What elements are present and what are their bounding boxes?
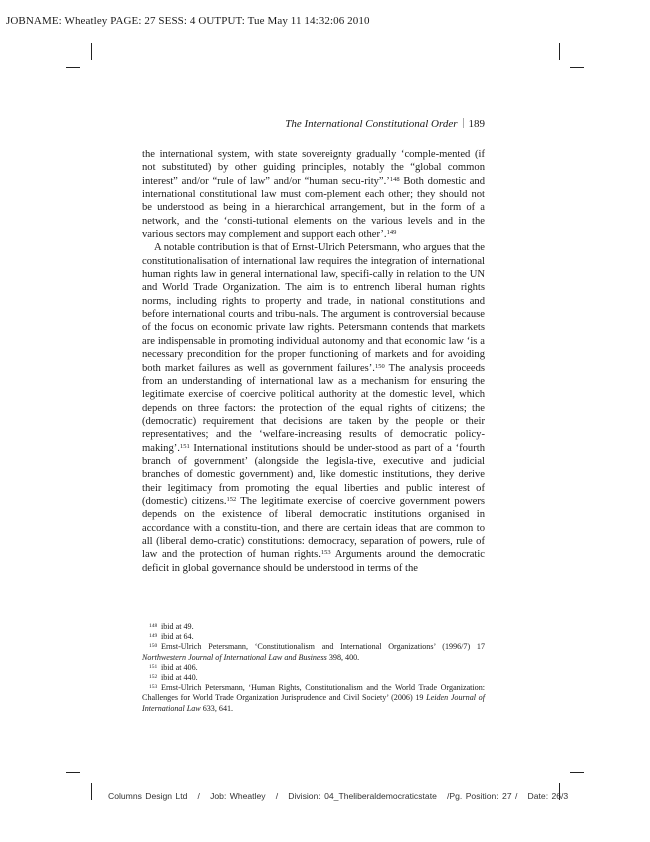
crop-mark: [570, 772, 584, 773]
production-footer: Columns Design Ltd / Job: Wheatley / Division: 04_Theliberaldemocraticstate /Pg. Position: 27 / Date: 26/3: [108, 791, 569, 801]
footnote-151: [142, 663, 485, 673]
paragraph-text: A notable contribution is that of Ernst-Ulrich Petersmann, who argues that the constitutionalisation of international law requires the integration of international human rights law in general international law, specifi-cally in relation to the UN and World Trade Organization. The aim is to entrench liberal human rights norms, including rights to property and trade, in national constitutions and before international courts and tribu-nals. The argument is controversial because of the focus on economic private law rights. Petersmann contends that markets are indispensable in promoting individual autonomy and that economic law ‘is a necessary precondition for the proper functioning of markets and for avoiding both market failures as well as government failures’.: [142, 242, 485, 374]
footnote-number: 152: [149, 674, 158, 681]
crop-mark: [91, 783, 92, 800]
footnote-text: ibid at 49.: [161, 622, 194, 631]
footnote-text: 633, 641.: [200, 703, 234, 713]
footnote-text: ibid at 64.: [161, 632, 194, 642]
paragraph-1: [142, 148, 485, 241]
paragraph-text: The analysis proceeds from an understanding of international law as a mechanism for ensuring the legitimate exercise of coercive political authority at the domestic level, which depends on three factors: the protection of the equal rights of citizens; the (democratic) requirement that decisions are taken by the people or their representatives; and the ‘welfare-increasing results of democratic policy-making’.: [142, 362, 485, 454]
page-number: 189: [468, 118, 485, 130]
paragraph-text: International institutions should be under-stood as part of a ‘fourth branch of government’ (alongside the legisla-tive, executive and judicial branches of domestic government) and, like domestic institutions, they derive their legitimacy from promoting the equal liberties and public interest of (domestic) citizens.: [142, 442, 485, 507]
crop-mark: [570, 67, 584, 68]
crop-mark: [66, 772, 80, 773]
paragraph-text: The legitimate exercise of coercive government powers depends on the existence of liberal democratic institutions organised in accordance with a constitu-tion, and there are certain ideas that are common to all (liberal demo-cratic) constitutions: democracy, separation of powers, rule of law and the protection of human rights.: [142, 495, 485, 561]
running-head-separator: [463, 118, 464, 128]
crop-mark: [66, 67, 80, 68]
body-text: [142, 148, 485, 575]
footnote-text: Ernst-Ulrich Petersmann, ‘Constitutionalism and International Organizations’ (1996/7) 17: [161, 642, 485, 652]
footnote-number: 151: [149, 663, 158, 670]
footnote-150: [142, 642, 485, 662]
footnote-153: [142, 683, 485, 714]
paragraph-text: Arguments around the democratic deficit in global governance should be understood in terms of the: [142, 549, 486, 574]
footnote-ref-151: 151: [179, 442, 190, 450]
journal-title: Leiden Journal of International Law: [142, 693, 485, 713]
paragraph-2: [142, 241, 485, 575]
footnote-ref-150: 150: [374, 362, 385, 370]
footnote-number: 148: [149, 623, 158, 629]
journal-title: Northwestern Journal of International Law and Business: [142, 652, 327, 662]
footnote-text: ibid at 440.: [161, 673, 198, 683]
footnote-number: 153: [149, 684, 158, 691]
job-info-line: JOBNAME: Wheatley PAGE: 27 SESS: 4 OUTPUT: Tue May 11 14:32:06 2010: [6, 15, 370, 27]
footnote-148: [142, 622, 485, 632]
crop-mark: [91, 43, 92, 60]
footnote-number: 149: [149, 633, 158, 640]
footnote-text: 398, 400.: [326, 652, 360, 662]
running-head-title: The International Constitutional Order: [285, 118, 458, 130]
footnote-ref-149: 149: [386, 229, 397, 237]
footnotes: [142, 622, 485, 714]
footnote-ref-152: 152: [226, 495, 237, 503]
footnote-152: [142, 673, 485, 683]
running-head: [285, 118, 485, 130]
footnote-text: Ernst-Ulrich Petersmann, ‘Human Rights, Constitutionalism and the World Trade Organization: Challenges for World Trade Organization Jurisprudence and Civil Society’ (2006) 19: [142, 683, 485, 703]
footnote-number: 150: [149, 643, 158, 650]
footnote-ref-148: 148: [389, 175, 400, 183]
crop-mark: [559, 43, 560, 60]
paragraph-text: Both domestic and international constitutional law must com-plement each other; they should not be understood as being in a hierarchical arrangement, but in the form of a network, and the ‘consti-tutional elements on the various levels and in the various sectors may complement and support each other’.: [142, 175, 485, 241]
paragraph-text: the international system, with state sovereignty gradually ‘comple-mented (if not substituted) by other guiding principles, notably the “global common interest” and/or “rule of law” and/or “human secu-rity”.’: [142, 149, 485, 187]
footnote-149: [142, 632, 485, 642]
footnote-text: ibid at 406.: [161, 662, 198, 672]
footnote-ref-153: 153: [320, 549, 331, 557]
